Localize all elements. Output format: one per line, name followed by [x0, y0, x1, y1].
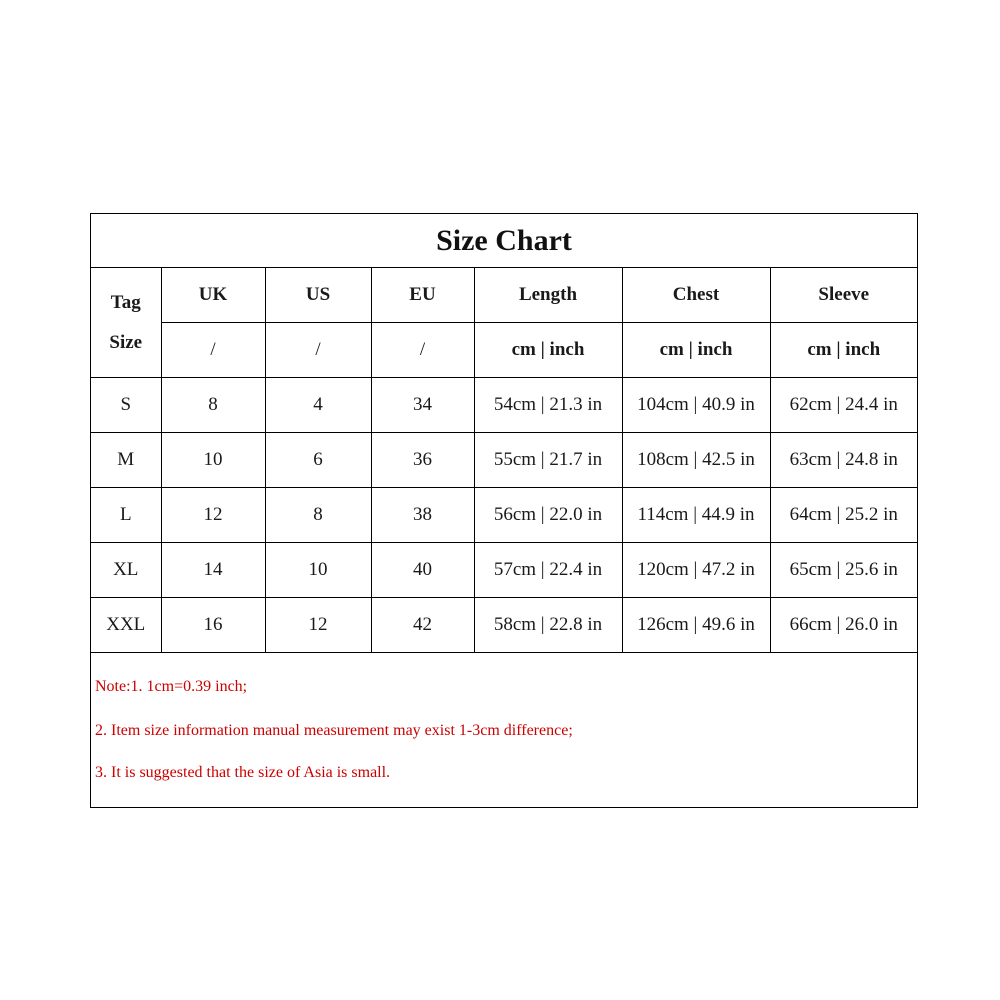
unit-length: cm | inch	[474, 323, 622, 378]
cell-us: 4	[265, 378, 371, 433]
table-row	[91, 598, 917, 653]
cell-tag: XL	[91, 543, 161, 598]
cell-sleeve: 63cm | 24.8 in	[770, 433, 917, 488]
notes-section	[91, 656, 917, 807]
unit-sleeve: cm | inch	[770, 323, 917, 378]
cell-length: 54cm | 21.3 in	[474, 378, 622, 433]
cell-sleeve: 66cm | 26.0 in	[770, 598, 917, 653]
cell-length: 56cm | 22.0 in	[474, 488, 622, 543]
cell-us: 6	[265, 433, 371, 488]
cell-uk: 14	[161, 543, 265, 598]
tag-size-label-line1: Tag	[110, 291, 141, 313]
column-header-sleeve: Sleeve	[770, 268, 917, 323]
tag-size-header	[91, 268, 161, 378]
cell-length: 57cm | 22.4 in	[474, 543, 622, 598]
cell-uk: 8	[161, 378, 265, 433]
note-line-3: 3. It is suggested that the size of Asia is small.	[95, 764, 391, 781]
cell-tag: L	[91, 488, 161, 543]
cell-tag: M	[91, 433, 161, 488]
cell-eu: 34	[371, 378, 474, 433]
note-line-1: Note:1. 1cm=0.39 inch;	[95, 678, 248, 695]
column-header-uk: UK	[161, 268, 265, 323]
units-row	[91, 323, 917, 378]
cell-length: 58cm | 22.8 in	[474, 598, 622, 653]
table-row	[91, 543, 917, 598]
unit-chest: cm | inch	[622, 323, 770, 378]
cell-eu: 38	[371, 488, 474, 543]
cell-length: 55cm | 21.7 in	[474, 433, 622, 488]
unit-uk: /	[161, 323, 265, 378]
cell-eu: 36	[371, 433, 474, 488]
cell-tag: XXL	[91, 598, 161, 653]
cell-sleeve: 65cm | 25.6 in	[770, 543, 917, 598]
header-row	[91, 268, 917, 323]
cell-sleeve: 62cm | 24.4 in	[770, 378, 917, 433]
cell-chest: 108cm | 42.5 in	[622, 433, 770, 488]
cell-uk: 12	[161, 488, 265, 543]
cell-chest: 114cm | 44.9 in	[622, 488, 770, 543]
column-header-eu: EU	[371, 268, 474, 323]
tag-size-label-line2: Size	[109, 331, 143, 353]
size-chart	[90, 213, 918, 808]
chart-title: Size Chart	[91, 214, 917, 268]
unit-eu: /	[371, 323, 474, 378]
table-row	[91, 378, 917, 433]
cell-chest: 104cm | 40.9 in	[622, 378, 770, 433]
cell-eu: 42	[371, 598, 474, 653]
cell-uk: 16	[161, 598, 265, 653]
cell-sleeve: 64cm | 25.2 in	[770, 488, 917, 543]
table-row	[91, 433, 917, 488]
cell-us: 12	[265, 598, 371, 653]
cell-chest: 126cm | 49.6 in	[622, 598, 770, 653]
cell-chest: 120cm | 47.2 in	[622, 543, 770, 598]
column-header-length: Length	[474, 268, 622, 323]
cell-uk: 10	[161, 433, 265, 488]
column-header-us: US	[265, 268, 371, 323]
size-table	[91, 268, 917, 653]
column-header-chest: Chest	[622, 268, 770, 323]
unit-us: /	[265, 323, 371, 378]
table-row	[91, 488, 917, 543]
cell-us: 8	[265, 488, 371, 543]
note-line-2: 2. Item size information manual measurement may exist 1-3cm difference;	[95, 722, 573, 739]
cell-tag: S	[91, 378, 161, 433]
cell-eu: 40	[371, 543, 474, 598]
cell-us: 10	[265, 543, 371, 598]
